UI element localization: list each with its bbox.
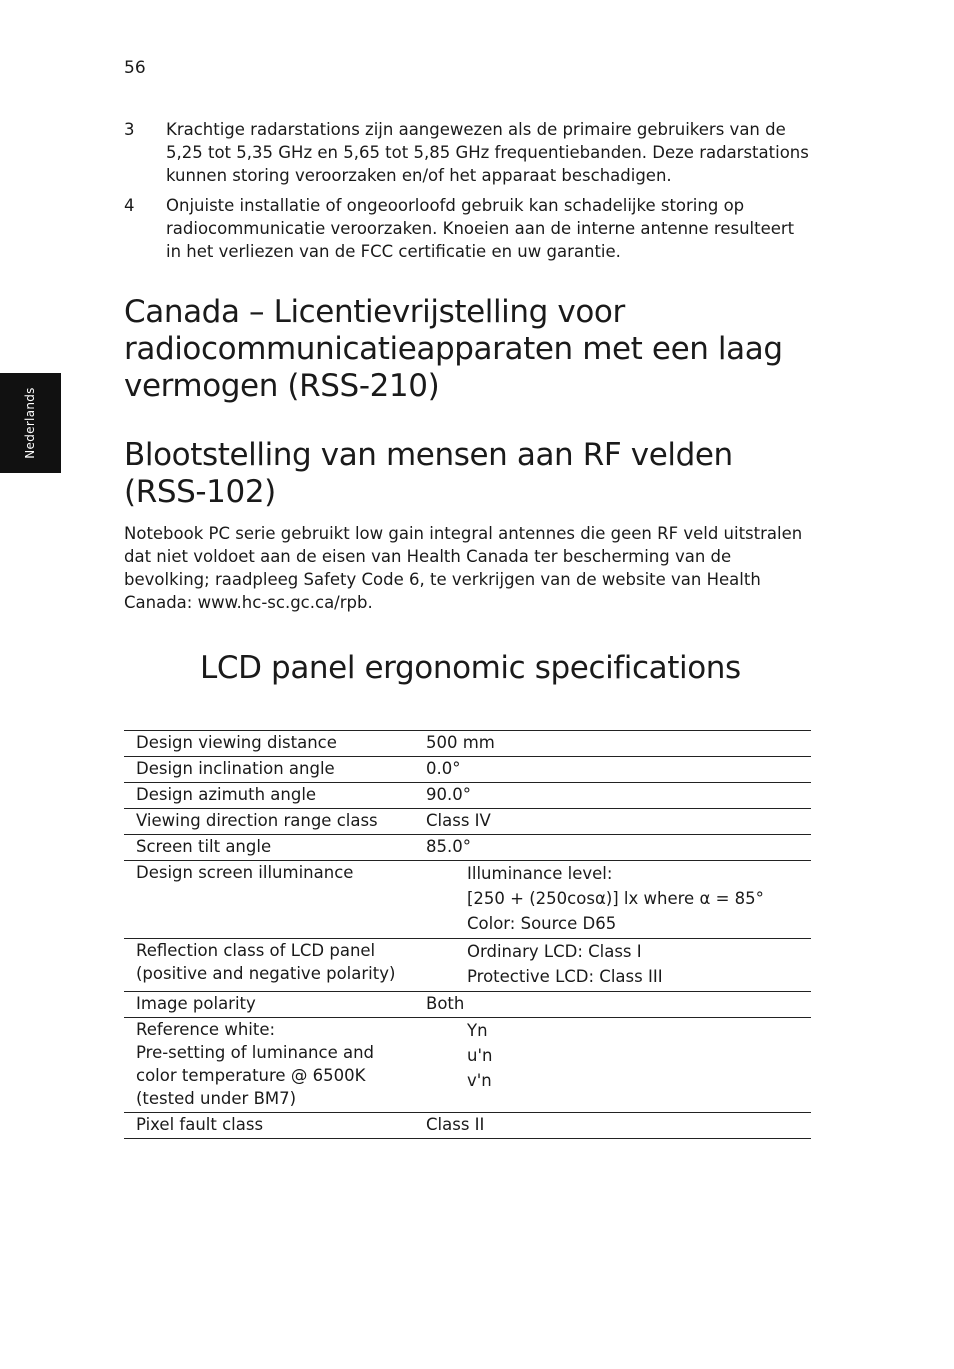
spec-label-line: Pre-setting of luminance and: [136, 1043, 375, 1062]
spec-label-cell: [124, 731, 414, 757]
table-row: [124, 992, 811, 1018]
spec-value-line: Yn: [467, 1021, 488, 1040]
spec-value-line: Color: Source D65: [467, 914, 617, 933]
spec-label-line: color temperature @ 6500K: [136, 1066, 366, 1085]
language-side-tab: [0, 373, 61, 473]
table-row: [124, 783, 811, 809]
spec-value-cell: [414, 731, 811, 757]
spec-label-cell: [124, 1113, 414, 1139]
table-row: [124, 861, 811, 939]
language-side-tab-label: Nederlands: [23, 387, 37, 459]
spec-value-line: 85.0°: [426, 837, 471, 856]
spec-label-line: Design screen illuminance: [136, 863, 354, 882]
list-item-number: 4: [124, 196, 135, 215]
heading-canada-rss210: Canada – Licentievrijstelling voor radiocommunicatieapparaten met een laag vermogen (RSS-210): [124, 294, 783, 404]
spec-value-line: Protective LCD: Class III: [467, 967, 663, 986]
table-row: [124, 939, 811, 992]
spec-label-line: (positive and negative polarity): [136, 964, 396, 983]
spec-value-line: [250 + (250cosα)] lx where α = 85°: [467, 889, 764, 908]
table-row: [124, 731, 811, 757]
spec-value-line: 90.0°: [426, 785, 471, 804]
rf-paragraph: Notebook PC serie gebruikt low gain integral antennes die geen RF veld uitstralen dat niet voldoet aan de eisen van Health Canada ter bescherming van de bevolking; raadpleeg Safety Code 6, te verkrijgen van de website van Health Canada: www.hc-sc.gc.ca/rpb.: [124, 524, 803, 612]
spec-label-line: (tested under BM7): [136, 1089, 297, 1108]
list-item: [124, 118, 814, 187]
spec-value-line: Class II: [426, 1115, 485, 1134]
spec-label-line: Reference white:: [136, 1020, 276, 1039]
heading-rf-exposure: Blootstelling van mensen aan RF velden (RSS-102): [124, 437, 733, 510]
spec-value-line: Class IV: [426, 811, 491, 830]
list-item: [124, 194, 814, 263]
spec-value-cell: [414, 939, 811, 992]
spec-label-line: Screen tilt angle: [136, 837, 272, 856]
table-row: [124, 809, 811, 835]
spec-label-cell: [124, 783, 414, 809]
table-row: [124, 835, 811, 861]
table-row: [124, 1018, 811, 1113]
spec-label-line: Reflection class of LCD panel: [136, 941, 376, 960]
spec-label-cell: [124, 939, 414, 992]
spec-value-line: 500 mm: [426, 733, 495, 752]
spec-label-cell: [124, 809, 414, 835]
spec-label-cell: [124, 1018, 414, 1113]
table-row: [124, 1113, 811, 1139]
spec-label-line: Design azimuth angle: [136, 785, 317, 804]
list-item-number: 3: [124, 120, 135, 139]
spec-label-line: Design viewing distance: [136, 733, 337, 752]
spec-value-line: Both: [426, 994, 465, 1013]
spec-value-cell: [414, 1113, 811, 1139]
spec-value-cell: [414, 757, 811, 783]
heading-lcd-specs: LCD panel ergonomic specifications: [200, 650, 741, 686]
spec-value-line: 0.0°: [426, 759, 461, 778]
list-item-text: Onjuiste installatie of ongeoorloofd gebruik kan schadelijke storing op radiocommunicatie veroorzaken. Knoeien aan de interne antenne resulteert in het verliezen van de FCC certificatie en uw garantie.: [166, 196, 795, 261]
spec-label-line: Image polarity: [136, 994, 256, 1013]
table-row: [124, 757, 811, 783]
spec-value-cell: [414, 861, 811, 939]
spec-label-line: Pixel fault class: [136, 1115, 264, 1134]
spec-value-cell: [414, 992, 811, 1018]
spec-value-cell: [414, 783, 811, 809]
spec-label-cell: [124, 835, 414, 861]
spec-label-cell: [124, 861, 414, 939]
spec-value-line: u'n: [467, 1046, 493, 1065]
list-item-text: Krachtige radarstations zijn aangewezen als de primaire gebruikers van de 5,25 tot 5,35 GHz en 5,65 tot 5,85 GHz frequentiebanden. Deze radarstations kunnen storing veroorzaken en/of het apparaat beschadigen.: [166, 120, 809, 185]
spec-value-line: Ordinary LCD: Class I: [467, 942, 642, 961]
spec-label-cell: [124, 992, 414, 1018]
spec-value-line: Illuminance level:: [467, 864, 613, 883]
spec-label-cell: [124, 757, 414, 783]
spec-value-cell: [414, 835, 811, 861]
page-number: 56: [124, 58, 146, 78]
spec-value-line: v'n: [467, 1071, 492, 1090]
lcd-spec-table: [124, 730, 811, 1139]
spec-label-line: Design inclination angle: [136, 759, 335, 778]
spec-value-cell: [414, 1018, 811, 1113]
spec-label-line: Viewing direction range class: [136, 811, 378, 830]
spec-value-cell: [414, 809, 811, 835]
